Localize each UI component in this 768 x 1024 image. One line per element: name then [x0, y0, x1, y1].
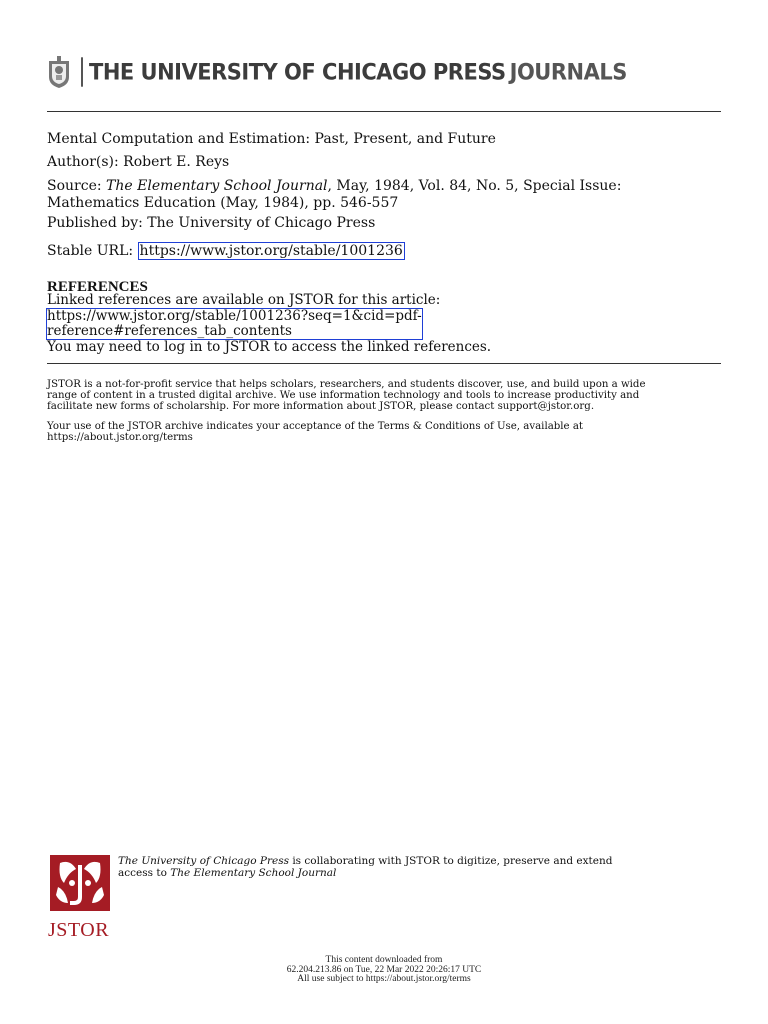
references-intro: Linked references are available on JSTOR for this article: [47, 292, 441, 308]
download-footer: This content downloaded from 62.204.213.86 on Tue, 22 Mar 2022 20:26:17 UTC All use subject to https://about.jstor.org/terms [286, 955, 482, 984]
article-title: Mental Computation and Estimation: Past, Present, and Future [47, 131, 496, 147]
references-heading: REFERENCES [47, 279, 148, 295]
article-publisher: Published by: The University of Chicago Press [47, 215, 376, 231]
press-header [47, 54, 627, 90]
press-name: THE UNIVERSITY OF CHICAGO PRESS [89, 59, 506, 85]
source-journal: The Elementary School Journal [106, 178, 328, 194]
jstor-logo [48, 855, 114, 942]
university-seal-icon [47, 55, 71, 89]
article-authors: Author(s): Robert E. Reys [47, 154, 230, 170]
jstor-emblem-icon [48, 855, 112, 913]
article-source: Source: The Elementary School Journal, May, 1984, Vol. 84, No. 5, Special Issue: Mathematics Education (May, 1984), pp. 546-557 [47, 178, 622, 211]
references-login-note: You may need to log in to JSTOR to access the linked references. [47, 339, 492, 355]
references-link[interactable]: https://www.jstor.org/stable/1001236?seq=1&cid=pdf- reference#references_tab_contents [47, 308, 422, 339]
stable-url-link[interactable]: https://www.jstor.org/stable/1001236 [139, 243, 403, 259]
top-rule [47, 111, 721, 112]
journals-label: JOURNALS [509, 59, 627, 85]
jstor-notice: JSTOR is a not-for-profit service that helps scholars, researchers, and students discover, use, and build upon a wide range of content in a trusted digital archive. We use information technology and tools to increase productivity and facilitate new forms of scholarship. For more information about JSTOR, please contact support@jstor.org. [47, 379, 646, 412]
press-title[interactable] [81, 57, 627, 86]
header-divider [81, 57, 83, 86]
jstor-wordmark: JSTOR [48, 919, 110, 941]
terms-link[interactable]: https://about.jstor.org/terms [47, 432, 193, 443]
collaboration-text: The University of Chicago Press is collaborating with JSTOR to digitize, preserve and extend access to The Elementary School Journal [118, 855, 613, 879]
terms-notice: Your use of the JSTOR archive indicates your acceptance of the Terms & Conditions of Use, available at https://about.jstor.org/terms [47, 421, 723, 443]
mid-rule [47, 363, 721, 364]
references-body [47, 293, 491, 355]
stable-url-row: Stable URL: https://www.jstor.org/stable/1001236 [47, 243, 403, 259]
